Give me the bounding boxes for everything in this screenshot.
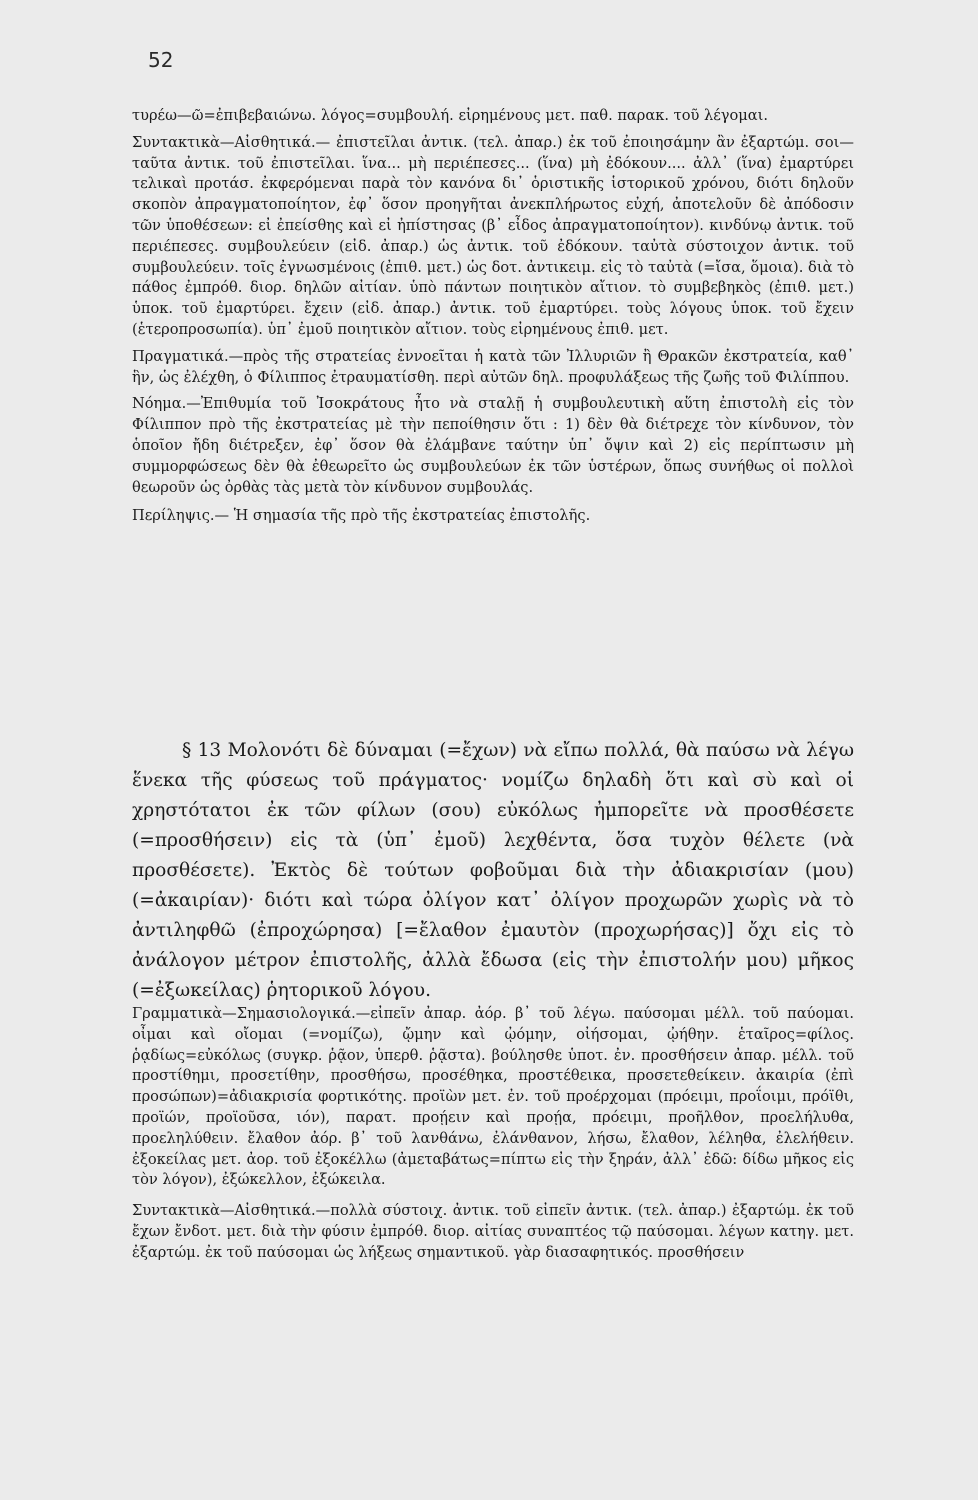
commentary-paragraph-7: Συντακτικὰ—Αἰσθητικά.—πολλὰ σύστοιχ. ἀντικ. τοῦ εἰπεῖν ἀντικ. (τελ. ἀπαρ.) ἐξαρτώμ. ἐκ τοῦ ἔχων ἔνδοτ. μετ. διὰ τὴν φύσιν ἐμπρόθ. διορ. αἰτίας συναπτέος τῷ παύσομαι. λέγων κατηγ. μετ. ἐξαρτώμ. ἐκ τοῦ παύσομαι ὡς λήξεως σημαντικοῦ. γὰρ διασαφητικός. προσθήσειν — [132, 1202, 854, 1261]
commentary-paragraph-5: Περίληψις.— Ἡ σημασία τῆς πρὸ τῆς ἐκστρατείας ἐπιστολῆς. — [132, 507, 591, 525]
commentary-paragraph-6: Γραμματικὰ—Σημασιολογικά.—εἰπεῖν ἀπαρ. ἀόρ. β᾽ τοῦ λέγω. παύσομαι μέλλ. τοῦ παύομαι. οἶμαι καὶ οἴομαι (=νομίζω), ᾤμην καὶ ᾠόμην, οἰήσομαι, ᾠήθην. ἑταῖρος=φίλος. ῥᾳδίως=εὐκόλως (συγκρ. ῥᾷον, ὑπερθ. ῥᾷστα). βούλησθε ὑποτ. ἐν. προσθήσειν ἀπαρ. μέλλ. τοῦ προστίθημι, προσετίθην, προσθήσω, προσέθηκα, προστέθεικα, προσετεθείκειν. ἀκαιρία (ἐπὶ προσώπων)=ἀδιακρισία φορτικότης. προϊὼν μετ. ἐν. τοῦ προέρχομαι (πρόειμι, προΐοιμι, πρόϊθι, προϊών, προϊοῦσα, ιόν), παρατ. προῄειν καὶ προῄα, πρόειμι, προῆλθον, προελήλυθα, προεληλύθειν. ἔλαθον ἀόρ. β᾽ τοῦ λανθάνω, ἐλάνθανον, λήσω, ἔλαθον, λέληθα, ἐλελήθειν. ἐξοκείλας μετ. ἀορ. τοῦ ἐξοκέλλω (ἀμεταβάτως=πίπτω εἰς τὴν ξηράν, ἀλλ᾽ ἐδῶ: δίδω μῆκος εἰς τὸν λόγον), ἐξώκελλον, ἐξώκειλα. — [132, 1005, 854, 1189]
section-13-paragraph: § 13 Μολονότι δὲ δύναμαι (=ἔχων) νὰ εἴπω πολλά, θὰ παύσω νὰ λέγω ἕνεκα τῆς φύσεως τοῦ πράγματος· νομίζω δηλαδὴ ὅτι καὶ σὺ καὶ οἱ χρηστότατοι ἐκ τῶν φίλων (σου) εὐκόλως ἠμπορεῖτε νὰ προσθέσετε (=προσθήσειν) εἰς τὰ (ὑπ᾽ ἐμοῦ) λεχθέντα, ὅσα τυχὸν θέλετε (νὰ προσθέσετε). Ἐκτὸς δὲ τούτων φοβοῦμαι διὰ τὴν ἀδιακρισίαν (μου) (=ἀκαιρίαν)· διότι καὶ τώρα ὀλίγον κατ᾽ ὀλίγον προχωρῶν χωρὶς νὰ τὸ ἀντιληφθῶ (ἐπροχώρησα) [=ἔλαθον ἐμαυτὸν (προχωρήσας)] ὄχι εἰς τὸ ἀνάλογον μέτρον ἐπιστολῆς, ἀλλὰ ἔδωσα (εἰς τὴν ἐπιστολήν μου) μῆκος (=ἐξωκείλας) ῥητορικοῦ λόγου. — [132, 740, 854, 1001]
lower-commentary — [132, 1004, 854, 1264]
main-text — [132, 736, 854, 1006]
commentary-paragraph-1: τυρέω—ῶ=ἐπιβεβαιώνω. λόγος=συμβουλή. εἰρημένους μετ. παθ. παρακ. τοῦ λέγομαι. — [132, 107, 769, 124]
commentary-paragraph-4: Νόημα.—Ἐπιθυμία τοῦ Ἰσοκράτους ἦτο νὰ σταλῇ ἡ συμβουλευτικὴ αὕτη ἐπιστολὴ εἰς τὸν Φίλιππον πρὸ τῆς ἐκστρατείας μὲ τὴν πεποίθησιν ὅτι : 1) δὲν θὰ διέτρεχε τὸν κίνδυνον, τὸν ὁποῖον ἤδη διέτρεξεν, ἐφ᾽ ὅσον θὰ ἐλάμβανε ταύτην ὑπ᾽ ὄψιν καὶ 2) εἰς περίπτωσιν μὴ συμμορφώσεως δὲν θὰ ἐθεωρεῖτο ὡς συμβουλεύων ἐκ τῶν ὑστέρων, ὅπως συνήθως οἱ πολλοὶ θεωροῦν ὡς ὀρθὰς τὰς μετὰ τὸν κίνδυνον συμβουλάς. — [132, 395, 854, 496]
commentary-paragraph-3: Πραγματικά.—πρὸς τῆς στρατείας ἐννοεῖται ἡ κατὰ τῶν Ἰλλυριῶν ἢ Θρακῶν ἐκστρατεία, καθ᾽ ἣν, ὡς ἐλέχθη, ὁ Φίλιππος ἐτραυματίσθη. περὶ αὐτῶν δηλ. προφυλάξεως τῆς ζωῆς τοῦ Φιλίππου. — [132, 347, 854, 386]
upper-commentary — [132, 106, 854, 527]
page-number: 52 — [148, 48, 174, 72]
commentary-paragraph-2: Συντακτικὰ—Αἰσθητικά.— ἐπιστεῖλαι ἀντικ. (τελ. ἀπαρ.) ἐκ τοῦ ἐποιησάμην ἂν ἐξαρτώμ. σοι—ταῦτα ἀντικ. τοῦ ἐπιστεῖλαι. ἵνα... μὴ περιέπεσες... (ἵνα) μὴ ἐδόκουν.... ἀλλ᾽ (ἵνα) ἐμαρτύρει τελικαὶ προτάσ. ἐκφερόμεναι παρὰ τὸν κανόνα δι᾽ ὁριστικῆς ἱστορικοῦ χρόνου, διότι δηλοῦν σκοπὸν ἀπραγματοποίητον, ἐφ᾽ ὅσον προηγῆται ἀνεκπλήρωτος εὐχή, ἀποτελοῦν δὲ ἀπόδοσιν τῶν ὑποθέσεων: εἰ ἐπείσθης καὶ εἰ ἠπίστησας (β᾽ εἶδος ἀπραγματοποίητον). κινδύνῳ ἀντικ. τοῦ περιέπεσες. συμβουλεύειν (εἰδ. ἀπαρ.) ὡς ἀντικ. τοῦ ἐδόκουν. ταὐτὰ σύστοιχον ἀντικ. τοῦ συμβουλεύειν. τοῖς ἐγνωσμένοις (ἐπιθ. μετ.) ὡς δοτ. ἀντικειμ. εἰς τὸ ταὐτὰ (=ἴσα, ὅμοια). διὰ τὸ πάθος ἐμπρόθ. διορ. δηλῶν αἰτίαν. ὑπὸ πάντων ποιητικὸν αἴτιον. τὸ συμβεβηκὸς (ἐπιθ. μετ.) ὑποκ. τοῦ ἐμαρτύρει. ἔχειν (εἰδ. ἀπαρ.) ἀντικ. τοῦ ἐμαρτύρει. τοὺς λόγους ὑποκ. τοῦ ἔχειν (ἑτεροπροσωπία). ὑπ᾽ ἐμοῦ ποιητικὸν αἴτιον. τοὺς εἰρημένους ἐπιθ. μετ. — [132, 133, 854, 338]
